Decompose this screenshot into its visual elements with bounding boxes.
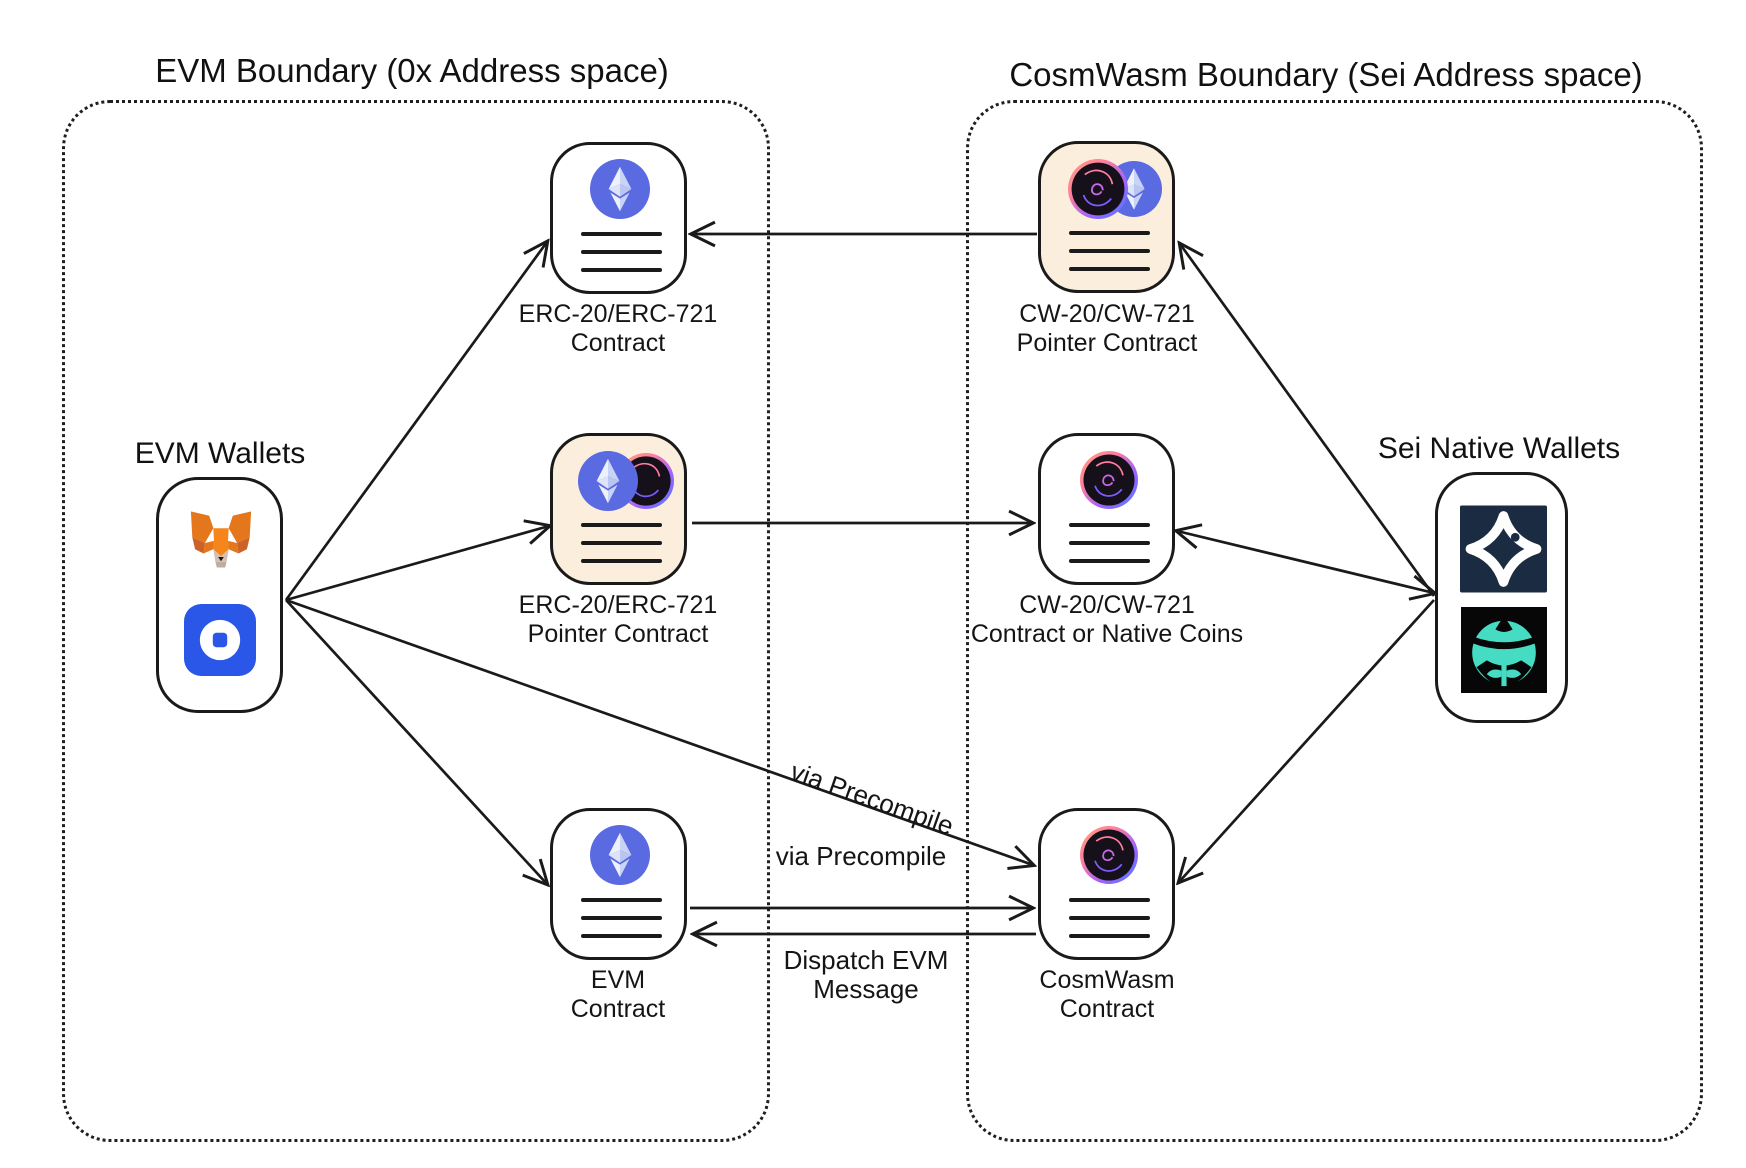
edge-label-dispatch-line2: Message: [813, 974, 919, 1004]
label-evm-contract: EVM Contract: [570, 966, 666, 1023]
edge-label-via-precompile-diagonal: via Precompile: [786, 755, 958, 842]
edge-label-dispatch-evm-message: [784, 946, 949, 1004]
ethereum-icon: [590, 825, 650, 885]
label-cw20-pointer-contract: CW-20/CW-721 Pointer Contract: [1016, 300, 1198, 357]
evm-wallets-label: EVM Wallets: [134, 437, 306, 470]
document-lines: [1069, 231, 1150, 285]
label-erc20-pointer-contract: ERC-20/ERC-721 Pointer Contract: [518, 591, 718, 648]
ethereum-icon: [590, 159, 650, 219]
cosmwasm-boundary-title: CosmWasm Boundary (Sei Address space): [1009, 56, 1643, 93]
node-cw20-contract: [1038, 433, 1175, 585]
coinbase-wallet-icon: [184, 604, 256, 676]
sei-icon: [1080, 451, 1138, 509]
edge-label-via-precompile: via Precompile: [775, 841, 947, 871]
evm-wallets-box: [156, 477, 283, 713]
edge-label-dispatch-line1: Dispatch EVM: [783, 945, 949, 975]
metamask-icon: [186, 510, 256, 576]
arrow-evm-wallets-to-evm-contract: [286, 600, 547, 884]
node-cw20-pointer-contract: [1038, 141, 1175, 293]
arrow-evm-wallets-to-erc20-contract: [286, 242, 547, 600]
node-erc20-pointer-contract: [550, 433, 687, 585]
ethereum-icon: [578, 451, 638, 511]
label-erc20-contract: ERC-20/ERC-721 Contract: [518, 300, 718, 357]
sei-native-wallets-box: [1435, 472, 1568, 723]
compass-wallet-icon: [1460, 505, 1547, 593]
sei-native-wallets-label: Sei Native Wallets: [1377, 432, 1621, 465]
document-lines: [581, 232, 662, 286]
evm-boundary-title: EVM Boundary (0x Address space): [155, 52, 669, 89]
sei-icon: [1068, 159, 1128, 219]
document-lines: [581, 898, 662, 952]
node-erc20-contract: [550, 142, 687, 294]
document-lines: [1069, 523, 1150, 577]
node-evm-contract: [550, 808, 687, 960]
fin-wallet-icon: [1461, 607, 1547, 693]
arrow-evm-wallets-to-erc20-pointer: [286, 526, 549, 600]
node-cosmwasm-contract: [1038, 808, 1175, 960]
document-lines: [581, 523, 662, 577]
arrow-sei-wallets-to-cw20-pointer: [1180, 244, 1434, 596]
label-cw20-contract: CW-20/CW-721 Contract or Native Coins: [970, 591, 1244, 648]
sei-icon: [1080, 826, 1138, 884]
document-lines: [1069, 898, 1150, 952]
label-cosmwasm-contract: CosmWasm Contract: [1039, 966, 1175, 1023]
